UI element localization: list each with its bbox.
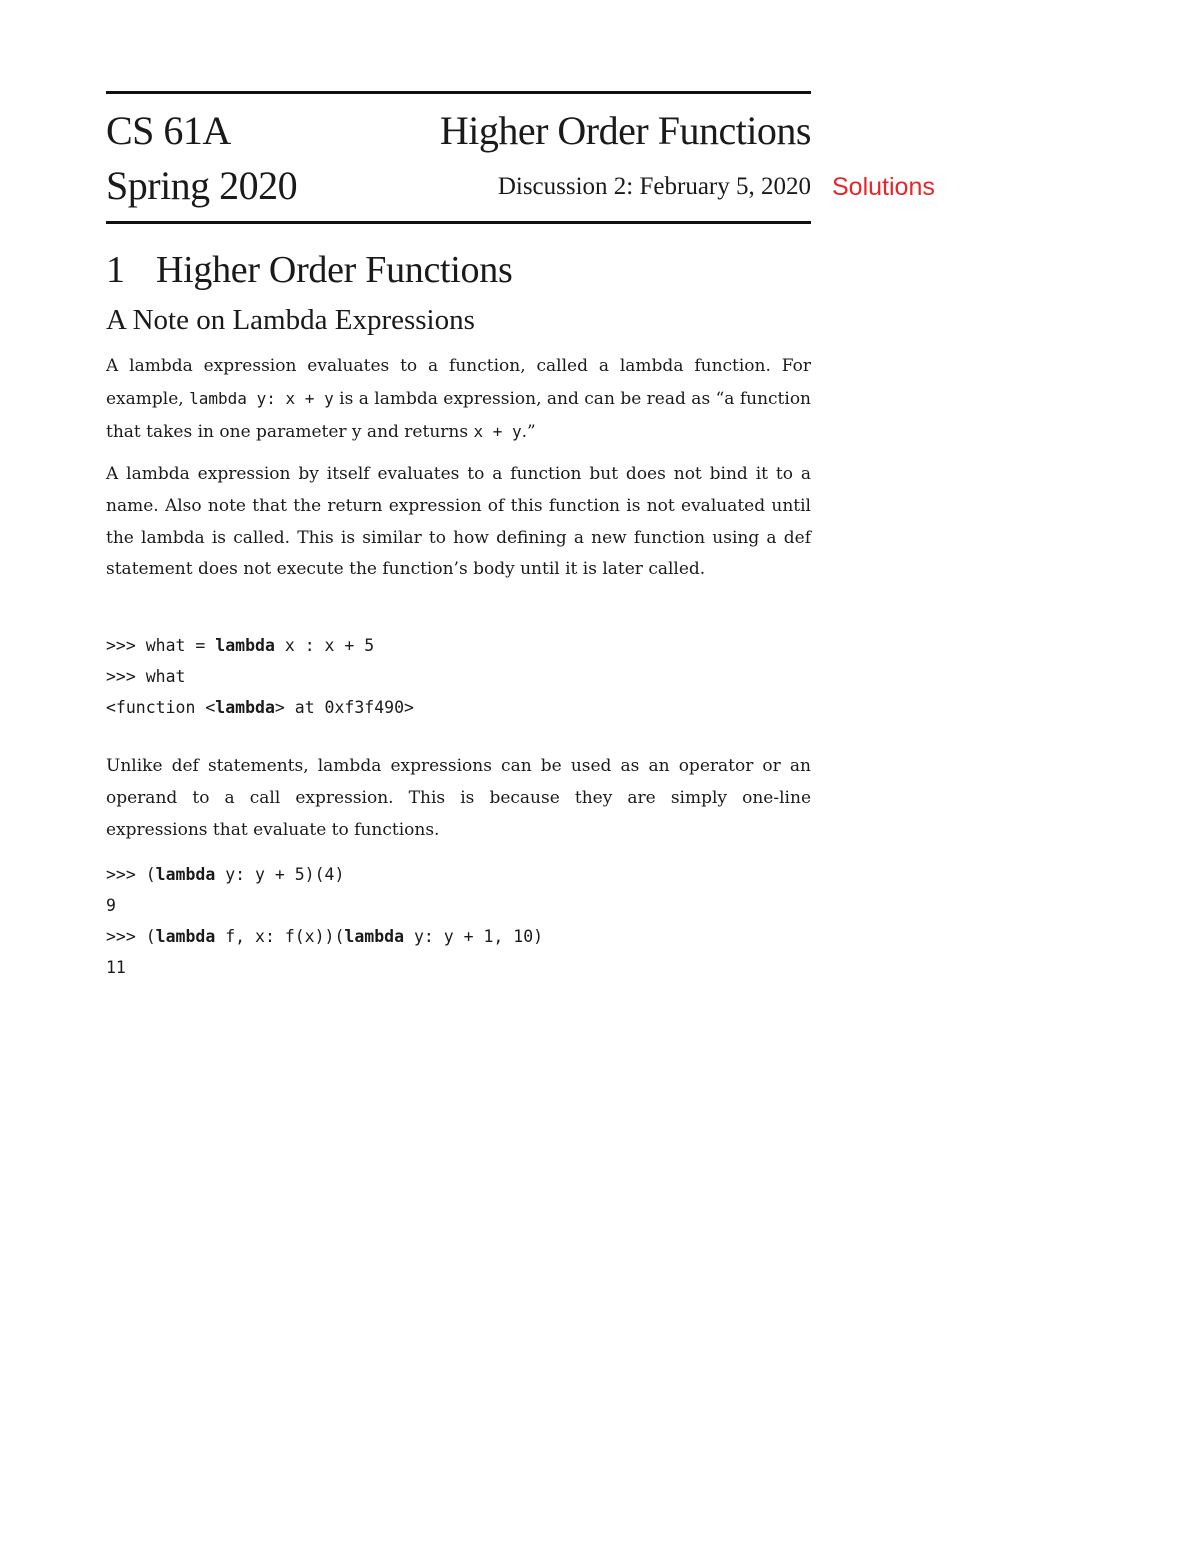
code-line: 9	[106, 896, 116, 915]
solutions-label: Solutions	[832, 173, 935, 201]
document-title: Higher Order Functions	[439, 108, 811, 153]
inline-code: x + y	[473, 421, 522, 441]
code-line: >>> what	[106, 667, 186, 686]
code-block-what	[106, 630, 414, 723]
code-line: <function <lambda> at 0xf3f490>	[106, 698, 414, 717]
paragraph-lambda-binding: A lambda expression by itself evaluates to a function but does not bind it to a name. Also note that the return expression of this function is not evaluated until the lambda is called. This is similar to how defining a new function using a def statement does not execute the function’s body until it is later called.	[106, 464, 811, 580]
code-line: >>> what = lambda x : x + 5	[106, 636, 375, 655]
code-line: >>> (lambda y: y + 5)(4)	[106, 865, 345, 884]
subsection-title: A Note on Lambda Expressions	[106, 304, 475, 336]
term-label: Spring 2020	[106, 163, 298, 208]
paragraph-lambda-intro: A lambda expression evaluates to a function, called a lambda function. For example, lambda y: x + y is a lambda expression, and can be read as “a function that takes in one parameter y and returns x + y.”	[106, 356, 812, 442]
course-name: CS 61A	[106, 108, 231, 153]
paragraph-lambda-operator: Unlike def statements, lambda expressions can be used as an operator or an operand to a call expression. This is because they are simply one-line expressions that evaluate to functions.	[106, 756, 811, 840]
section-title-text: Higher Order Functions	[156, 249, 513, 291]
header-top-rule	[106, 91, 811, 94]
discussion-date: Discussion 2: February 5, 2020	[497, 173, 811, 200]
section-title	[106, 248, 512, 292]
code-block-call	[106, 859, 543, 983]
header-bottom-rule	[106, 221, 811, 224]
code-line: >>> (lambda f, x: f(x))(lambda y: y + 1, 10)	[106, 927, 544, 946]
inline-code: lambda y: x + y	[189, 388, 334, 408]
code-line: 11	[106, 958, 126, 977]
section-number: 1	[106, 249, 125, 291]
